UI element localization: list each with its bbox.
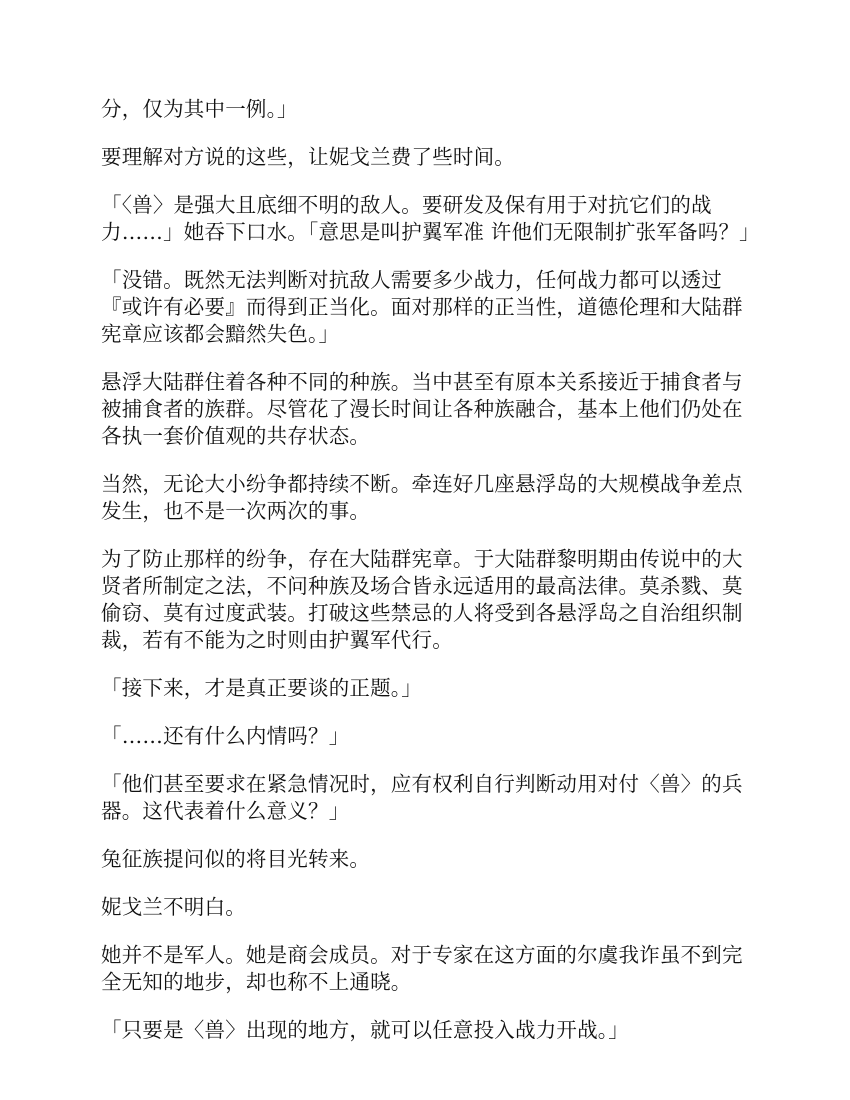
paragraph: 悬浮大陆群住着各种不同的种族。当中甚至有原本关系接近于捕食者与被捕食者的族群。尽管花了漫长时间让各种族融合，基本上他们仍处在各执一套价值观的共存状态。	[101, 370, 743, 448]
paragraph: 兔征族提问似的将目光转来。	[101, 847, 371, 871]
paragraph: 「……还有什么内情吗？」	[101, 724, 350, 748]
paragraph: 「只要是〈兽〉出现的地方，就可以任意投入战力开战。」	[101, 1018, 629, 1042]
paragraph: 她并不是军人。她是商会成员。对于专家在这方面的尔虞我诈虽不到完全无知的地步，却也称不上通晓。	[101, 943, 743, 994]
body-text	[101, 96, 760, 1065]
paragraph: 要理解对方说的这些，让妮戈兰费了些时间。	[101, 145, 515, 169]
paragraph: 分，仅为其中一例。」	[101, 97, 298, 121]
paragraph: 为了防止那样的纷争，存在大陆群宪章。于大陆群黎明期由传说中的大贤者所制定之法，不问种族及场合皆永远适用的最高法律。莫杀戮、莫偷窃、莫有过度武装。打破这些禁忌的人将受到各悬浮岛之自治组织制裁，若有不能为之时则由护翼军代行。	[101, 547, 743, 652]
paragraph: 当然，无论大小纷争都持续不断。牵连好几座悬浮岛的大规模战争差点发生，也不是一次两次的事。	[101, 472, 743, 523]
paragraph: 「没错。既然无法判断对抗敌人需要多少战力，任何战力都可以透过『或许有必要』而得到正当化。面对那样的正当性，道德伦理和大陆群宪章应该都会黯然失色。」	[101, 268, 743, 346]
paragraph: 「〈兽〉是强大且底细不明的敌人。要研发及保有用于对抗它们的战力……」她吞下口水。「意思是叫护翼军准 许他们无限制扩张军备吗？」	[101, 193, 760, 244]
paragraph: 妮戈兰不明白。	[101, 895, 246, 919]
paragraph: 「接下来，才是真正要谈的正题。」	[101, 676, 422, 700]
paragraph: 「他们甚至要求在紧急情况时，应有权利自行判断动用对付〈兽〉的兵器。这代表着什么意义？」	[101, 772, 743, 823]
